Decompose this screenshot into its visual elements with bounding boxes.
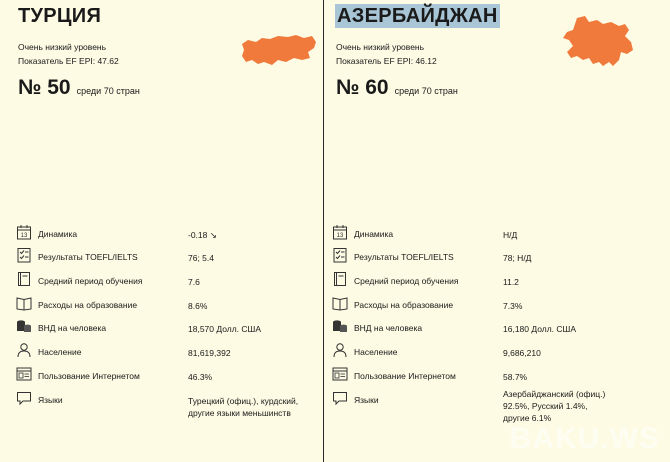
turkey-map-icon: [238, 30, 318, 70]
indicator-value: 58.7%: [503, 372, 528, 382]
browser-icon: [16, 366, 32, 382]
indicator-value: 81,619,392: [188, 348, 231, 358]
indicator-value: 46.3%: [188, 372, 213, 382]
calendar-icon: [16, 224, 32, 240]
indicator-label: Динамика: [354, 229, 394, 239]
coins-icon: [16, 318, 32, 334]
indicator-label: Расходы на образование: [354, 300, 454, 310]
svg-text:13: 13: [336, 233, 344, 239]
svg-text:13: 13: [20, 233, 28, 239]
checklist-icon: [16, 247, 32, 263]
indicator-value: Н/Д: [503, 230, 518, 240]
calendar-icon: [332, 224, 348, 240]
person-icon: [16, 342, 32, 358]
checklist-icon: [332, 247, 348, 263]
rank-text: среди 70 стран: [394, 86, 458, 96]
indicator-value-line: другие 6.1%: [503, 413, 552, 423]
book-icon: [16, 271, 32, 287]
indicator-value: 11.2: [503, 277, 519, 287]
watermark: BAKU.WS: [509, 422, 660, 455]
rank-number: № 60: [336, 76, 389, 99]
indicator-label: Пользование Интернетом: [354, 371, 456, 381]
indicator-value: 9,686,210: [503, 348, 541, 358]
indicator-label: Пользование Интернетом: [38, 371, 140, 381]
country-title: ТУРЦИЯ: [18, 5, 102, 27]
epi-score: Показатель EF EPI: 47.62: [18, 56, 119, 66]
azerbaijan-column: [325, 0, 670, 462]
indicator-label: Результаты TOEFL/IELTS: [354, 252, 454, 262]
browser-icon: [332, 366, 348, 382]
person-icon: [332, 342, 348, 358]
indicator-value: 18,570 Долл. США: [188, 324, 261, 334]
indicator-label: Средний период обучения: [354, 276, 459, 286]
rank: [336, 76, 458, 100]
book-open-icon: [332, 295, 348, 311]
speech-bubble-icon: [16, 390, 32, 406]
indicator-label: Языки: [38, 395, 63, 405]
indicator-value: 16,180 Долл. США: [503, 324, 576, 334]
proficiency-level: Очень низкий уровень: [336, 42, 425, 52]
indicator-value: 8.6%: [188, 301, 208, 311]
indicator-value: 7.3%: [503, 301, 523, 311]
column-divider: [323, 0, 324, 462]
indicator-label: ВНД на человека: [354, 323, 423, 333]
indicator-value-line: другие языки меньшинств: [188, 408, 291, 418]
country-title: АЗЕРБАЙДЖАН: [337, 5, 498, 27]
speech-bubble-icon: [332, 390, 348, 406]
rank-text: среди 70 стран: [76, 86, 140, 96]
indicator-label: Средний период обучения: [38, 276, 143, 286]
turkey-column: [0, 0, 323, 462]
rank: [18, 76, 140, 100]
indicator-value: -0.18 ↘: [188, 230, 217, 240]
indicator-value: 7.6: [188, 277, 200, 287]
indicator-value-line: Азербайджанский (офиц.): [503, 389, 606, 399]
rank-number: № 50: [18, 76, 71, 99]
indicator-label: Результаты TOEFL/IELTS: [38, 252, 138, 262]
indicator-label: ВНД на человека: [38, 323, 107, 333]
azerbaijan-map-icon: [559, 14, 635, 72]
indicator-label: Население: [354, 347, 398, 357]
indicator-label: Население: [38, 347, 82, 357]
epi-score: Показатель EF EPI: 46.12: [336, 56, 437, 66]
book-icon: [332, 271, 348, 287]
indicator-value: [188, 395, 298, 419]
indicator-label: Расходы на образование: [38, 300, 138, 310]
proficiency-level: Очень низкий уровень: [18, 42, 107, 52]
indicator-value: 78; Н/Д: [503, 253, 532, 263]
coins-icon: [332, 318, 348, 334]
indicator-value: [503, 388, 605, 424]
indicator-value-line: Турецкий (офиц.), курдский,: [188, 396, 299, 406]
indicator-label: Динамика: [38, 229, 78, 239]
indicator-value: 76; 5.4: [188, 253, 214, 263]
indicator-value-line: 92.5%, Русский 1.4%,: [503, 401, 588, 411]
book-open-icon: [16, 295, 32, 311]
indicator-label: Языки: [354, 395, 379, 405]
